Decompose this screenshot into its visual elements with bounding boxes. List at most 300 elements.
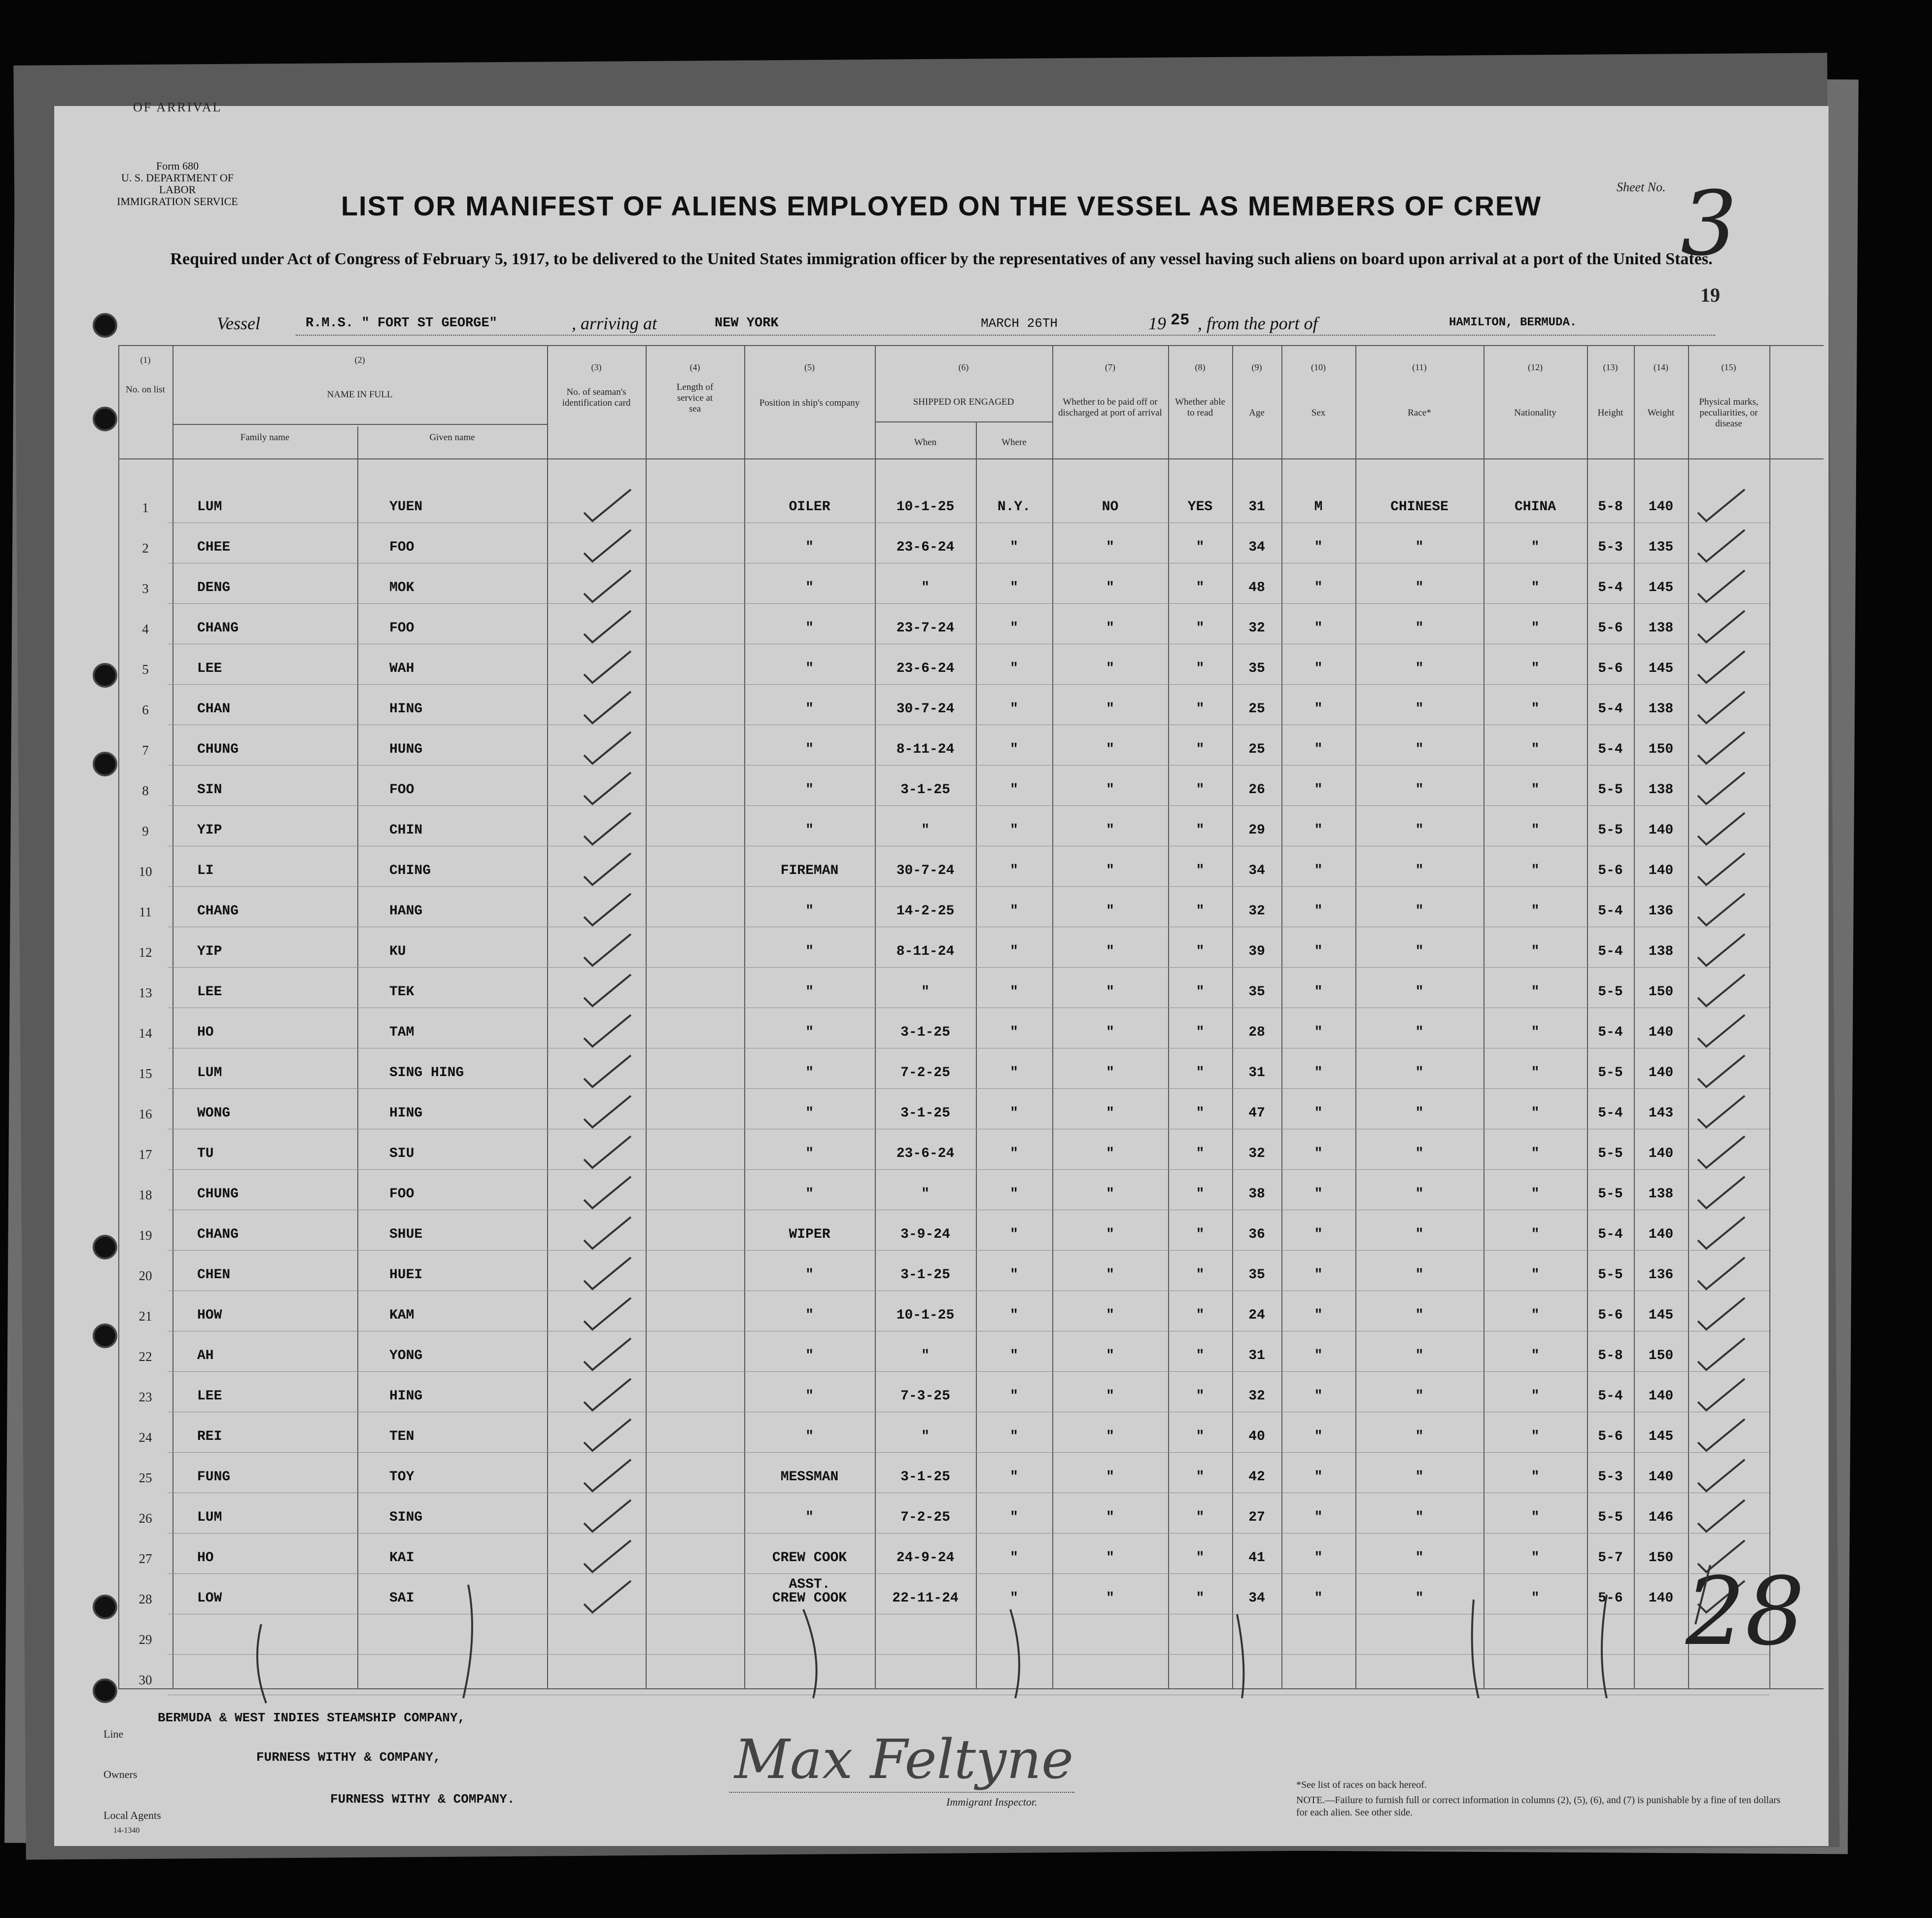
race-cell: ": [1415, 1106, 1424, 1121]
year-prefix: 19: [1700, 284, 1720, 306]
shipped-where-cell: ": [1010, 1591, 1018, 1606]
shipped-where-cell: ": [1010, 1469, 1018, 1485]
sex-cell: M: [1314, 499, 1323, 515]
col8-num: (8): [1195, 362, 1206, 372]
row-number: 11: [139, 905, 152, 919]
col15-header: Physical marks, peculiarities, or disease: [1699, 397, 1759, 429]
col12-num: (12): [1528, 362, 1543, 372]
race-cell: ": [1415, 1025, 1424, 1040]
given-name-cell: FOO: [389, 621, 414, 636]
family-name-cell: LEE: [197, 661, 222, 676]
able-to-read-cell: ": [1196, 1106, 1205, 1121]
handwritten-total: 28: [1686, 1557, 1805, 1666]
shipped-when-cell: 3-1-25: [900, 1469, 950, 1485]
family-name-cell: CHUNG: [197, 742, 239, 757]
arriving-port: NEW YORK: [715, 316, 779, 331]
able-to-read-cell: ": [1196, 984, 1205, 1000]
given-name-cell: KAI: [389, 1550, 414, 1566]
paid-off-cell: ": [1106, 1106, 1114, 1121]
row-number: 18: [138, 1187, 152, 1202]
col4-header: Length of service at sea: [676, 382, 714, 414]
shipped-when-cell: 3-9-24: [900, 1227, 950, 1242]
height-cell: 5-4: [1598, 904, 1623, 919]
col10-header: Sex: [1311, 408, 1326, 418]
paid-off-cell: ": [1106, 580, 1114, 595]
nationality-cell: ": [1531, 1308, 1540, 1323]
shipped-when-cell: 30-7-24: [896, 701, 955, 717]
age-cell: 28: [1248, 1025, 1265, 1040]
height-cell: 5-6: [1598, 1429, 1623, 1444]
height-cell: 5-8: [1598, 499, 1623, 515]
paid-off-cell: ": [1106, 904, 1114, 919]
sex-cell: ": [1314, 1267, 1323, 1283]
form-number: Form 680: [156, 160, 199, 172]
given-name-cell: WAH: [389, 661, 414, 676]
age-cell: 42: [1248, 1469, 1265, 1485]
race-cell: ": [1415, 944, 1424, 959]
paid-off-cell: ": [1106, 1308, 1114, 1323]
shipped-where-cell: ": [1010, 984, 1018, 1000]
sex-cell: ": [1314, 621, 1323, 636]
nationality-cell: ": [1531, 621, 1540, 636]
form-code: 14-1340: [113, 1826, 140, 1835]
nationality-cell: ": [1531, 742, 1540, 757]
col4-num: (4): [690, 362, 700, 372]
family-name-cell: LUM: [197, 499, 222, 515]
race-cell: ": [1415, 1308, 1424, 1323]
shipped-when-cell: 7-2-25: [900, 1065, 950, 1081]
given-name-cell: FOO: [389, 1186, 414, 1202]
nationality-cell: ": [1531, 1469, 1540, 1485]
position-cell: ": [805, 1146, 814, 1161]
row-number: 14: [138, 1026, 152, 1041]
weight-cell: 138: [1648, 1186, 1674, 1202]
row-number: 17: [138, 1147, 152, 1162]
race-cell: ": [1415, 1591, 1424, 1606]
row-number: 27: [138, 1551, 152, 1566]
nationality-cell: ": [1531, 1106, 1540, 1121]
weight-cell: 140: [1648, 499, 1674, 515]
nationality-cell: ": [1531, 540, 1540, 555]
shipped-where-cell: ": [1010, 540, 1018, 555]
col2-num: (2): [354, 355, 365, 365]
race-cell: ": [1415, 540, 1424, 555]
able-to-read-cell: ": [1196, 1469, 1205, 1485]
shipped-when-cell: 14-2-25: [896, 904, 955, 919]
given-name-cell: SIU: [389, 1146, 414, 1161]
family-name-cell: HOW: [197, 1308, 222, 1323]
sex-cell: ": [1314, 1348, 1323, 1363]
age-cell: 31: [1248, 499, 1265, 515]
sheet-label: Sheet No.: [1617, 180, 1666, 194]
age-cell: 25: [1248, 701, 1265, 717]
age-cell: 34: [1248, 863, 1265, 878]
weight-cell: 145: [1648, 1429, 1674, 1444]
height-cell: 5-6: [1598, 863, 1623, 878]
col6-header: SHIPPED OR ENGAGED: [913, 397, 1014, 407]
shipped-where-cell: ": [1010, 742, 1018, 757]
position-cell: CREW COOK: [772, 1550, 847, 1566]
age-cell: 32: [1248, 904, 1265, 919]
position-cell: ": [805, 1267, 814, 1283]
age-cell: 35: [1248, 1267, 1265, 1283]
col9-num: (9): [1251, 362, 1262, 372]
family-name-cell: YIP: [197, 944, 222, 959]
position-cell: ": [805, 1389, 814, 1404]
sex-cell: ": [1314, 1591, 1323, 1606]
race-cell: ": [1415, 782, 1424, 798]
sex-cell: ": [1314, 863, 1323, 878]
paid-off-cell: ": [1106, 1267, 1114, 1283]
given-name-cell: CHING: [389, 863, 431, 878]
race-cell: CHINESE: [1390, 499, 1449, 515]
shipped-where-cell: ": [1010, 1550, 1018, 1566]
department-name: U. S. DEPARTMENT OF LABOR: [121, 172, 234, 196]
top-strip-text: OF ARRIVAL: [133, 100, 222, 114]
col14-header: Weight: [1647, 408, 1675, 418]
shipped-when-cell: 3-1-25: [900, 1106, 950, 1121]
able-to-read-cell: ": [1196, 621, 1205, 636]
height-cell: 5-5: [1598, 1146, 1623, 1161]
penalty-note: NOTE.—Failure to furnish full or correct information in columns (2), (5), (6), and (7) is punishable by a fine of ten dollars for each alien. See other side.: [1296, 1795, 1781, 1818]
row-number: 4: [142, 622, 149, 636]
nationality-cell: ": [1531, 904, 1540, 919]
row-number: 12: [138, 945, 152, 960]
family-name-cell: DENG: [197, 580, 231, 595]
col7-num: (7): [1105, 362, 1115, 372]
col5-header: Position in ship's company: [759, 398, 860, 408]
shipped-where-cell: ": [1010, 944, 1018, 959]
races-note: *See list of races on back hereof.: [1296, 1779, 1427, 1790]
arriving-label: , arriving at: [572, 314, 657, 333]
nationality-cell: ": [1531, 1227, 1540, 1242]
family-name-cell: CHANG: [197, 904, 239, 919]
able-to-read-cell: ": [1196, 1267, 1205, 1283]
row-number: 16: [138, 1107, 152, 1121]
able-to-read-cell: ": [1196, 782, 1205, 798]
shipped-when-cell: 7-2-25: [900, 1510, 950, 1525]
row-number: 23: [138, 1390, 152, 1404]
signature-line: [729, 1792, 1074, 1793]
sex-cell: ": [1314, 1227, 1323, 1242]
row-number: 28: [138, 1592, 152, 1606]
col8-header: Whether able to read: [1175, 397, 1225, 418]
height-cell: 5-5: [1598, 1267, 1623, 1283]
age-cell: 47: [1248, 1106, 1265, 1121]
age-cell: 26: [1248, 782, 1265, 798]
given-name-cell: YONG: [389, 1348, 423, 1363]
given-name-header: Given name: [429, 432, 475, 443]
nationality-cell: ": [1531, 1550, 1540, 1566]
family-name-cell: REI: [197, 1429, 222, 1444]
height-cell: 5-5: [1598, 1065, 1623, 1081]
height-cell: 5-4: [1598, 1106, 1623, 1121]
paid-off-cell: ": [1106, 1186, 1114, 1202]
shipped-when-cell: 3-1-25: [900, 1025, 950, 1040]
col1-num: (1): [140, 355, 151, 365]
paid-off-cell: NO: [1102, 499, 1119, 515]
col2-header: NAME IN FULL: [327, 389, 393, 400]
able-to-read-cell: ": [1196, 1227, 1205, 1242]
race-cell: ": [1415, 1429, 1424, 1444]
row-number: 3: [142, 581, 149, 596]
age-cell: 29: [1248, 823, 1265, 838]
sex-cell: ": [1314, 823, 1323, 838]
nationality-cell: ": [1531, 1429, 1540, 1444]
shipped-when-cell: 23-6-24: [896, 1146, 955, 1161]
height-cell: 5-5: [1598, 823, 1623, 838]
weight-cell: 140: [1648, 823, 1674, 838]
paid-off-cell: ": [1106, 1348, 1114, 1363]
able-to-read-cell: ": [1196, 1389, 1205, 1404]
shipped-when-cell: ": [921, 1186, 930, 1202]
sex-cell: ": [1314, 1025, 1323, 1040]
age-cell: 27: [1248, 1510, 1265, 1525]
col3-header: No. of seaman's identification card: [562, 387, 631, 408]
family-name-cell: CHEN: [197, 1267, 231, 1283]
line-label: Line: [104, 1728, 124, 1740]
row-number: 24: [138, 1430, 152, 1445]
age-cell: 32: [1248, 1146, 1265, 1161]
race-cell: ": [1415, 1186, 1424, 1202]
col11-header: Race*: [1408, 408, 1431, 418]
weight-cell: 140: [1648, 1389, 1674, 1404]
shipped-when-cell: 7-3-25: [900, 1389, 950, 1404]
nationality-cell: ": [1531, 661, 1540, 676]
shipped-when-cell: 23-7-24: [896, 621, 955, 636]
able-to-read-cell: ": [1196, 944, 1205, 959]
race-cell: ": [1415, 1267, 1424, 1283]
paid-off-cell: ": [1106, 1469, 1114, 1485]
given-name-cell: TAM: [389, 1025, 414, 1040]
position-cell: ": [805, 823, 814, 838]
given-name-cell: TEK: [389, 984, 414, 1000]
height-cell: 5-3: [1598, 540, 1623, 555]
row-number: 7: [142, 743, 149, 758]
age-cell: 34: [1248, 540, 1265, 555]
weight-cell: 150: [1648, 742, 1674, 757]
row-number: 30: [138, 1673, 152, 1687]
able-to-read-cell: ": [1196, 1308, 1205, 1323]
nationality-cell: ": [1531, 782, 1540, 798]
family-name-cell: HO: [197, 1025, 214, 1040]
family-name-cell: HO: [197, 1550, 214, 1566]
position-cell: ": [805, 540, 814, 555]
row-number: 1: [142, 500, 149, 515]
age-cell: 25: [1248, 742, 1265, 757]
shipped-where-cell: ": [1010, 1186, 1018, 1202]
shipped-where-cell: ": [1010, 1429, 1018, 1444]
sex-cell: ": [1314, 984, 1323, 1000]
family-name-cell: LUM: [197, 1510, 222, 1525]
height-cell: 5-4: [1598, 1025, 1623, 1040]
weight-cell: 145: [1648, 661, 1674, 676]
inspector-signature: Max Feltyne: [734, 1728, 1074, 1791]
paid-off-cell: ": [1106, 782, 1114, 798]
position-cell: ": [805, 1308, 814, 1323]
row-number: 19: [138, 1228, 152, 1243]
paid-off-cell: ": [1106, 621, 1114, 636]
height-cell: 5-4: [1598, 580, 1623, 595]
paid-off-cell: ": [1106, 823, 1114, 838]
given-name-cell: CHIN: [389, 823, 423, 838]
race-cell: ": [1415, 823, 1424, 838]
sex-cell: ": [1314, 1308, 1323, 1323]
given-name-cell: HING: [389, 701, 423, 717]
weight-cell: 140: [1648, 1146, 1674, 1161]
family-name-cell: FUNG: [197, 1469, 231, 1485]
nationality-cell: ": [1531, 1389, 1540, 1404]
family-name-cell: YIP: [197, 823, 222, 838]
year-suffix: 25: [1171, 311, 1190, 329]
position-cell: CREW COOK: [772, 1591, 847, 1606]
able-to-read-cell: ": [1196, 863, 1205, 878]
pencil-marks: [54, 106, 1828, 1846]
position-cell: ": [805, 1065, 814, 1081]
paid-off-cell: ": [1106, 1429, 1114, 1444]
weight-cell: 136: [1648, 1267, 1674, 1283]
given-name-cell: KAM: [389, 1308, 414, 1323]
nationality-cell: ": [1531, 1186, 1540, 1202]
row-number: 29: [138, 1632, 152, 1647]
paid-off-cell: ": [1106, 1510, 1114, 1525]
nationality-cell: ": [1531, 1591, 1540, 1606]
inspector-label: Immigrant Inspector.: [946, 1796, 1037, 1808]
paid-off-cell: ": [1106, 540, 1114, 555]
shipped-where-cell: ": [1010, 1348, 1018, 1363]
weight-cell: 140: [1648, 1227, 1674, 1242]
vessel-name: R.M.S. " FORT ST GEORGE": [306, 316, 497, 331]
position-cell: ": [805, 621, 814, 636]
able-to-read-cell: ": [1196, 1429, 1205, 1444]
age-cell: 35: [1248, 984, 1265, 1000]
owners-label: Owners: [104, 1768, 138, 1780]
vessel-label: Vessel: [217, 314, 260, 333]
position-cell: MESSMAN: [780, 1469, 839, 1485]
given-name-cell: TOY: [389, 1469, 414, 1485]
able-to-read-cell: ": [1196, 1065, 1205, 1081]
paid-off-cell: ": [1106, 1065, 1114, 1081]
row-number: 22: [138, 1349, 152, 1364]
where-header: Where: [1001, 437, 1027, 448]
sex-cell: ": [1314, 701, 1323, 717]
age-cell: 39: [1248, 944, 1265, 959]
paid-off-cell: ": [1106, 1146, 1114, 1161]
shipped-where-cell: ": [1010, 1308, 1018, 1323]
shipped-where-cell: ": [1010, 1146, 1018, 1161]
weight-cell: 136: [1648, 904, 1674, 919]
col12-header: Nationality: [1514, 408, 1556, 418]
race-cell: ": [1415, 904, 1424, 919]
able-to-read-cell: ": [1196, 1186, 1205, 1202]
nationality-cell: ": [1531, 701, 1540, 717]
year-prefix: 19: [1148, 314, 1166, 333]
family-name-cell: AH: [197, 1348, 214, 1363]
shipped-when-cell: 10-1-25: [896, 499, 955, 515]
col7-header: Whether to be paid off or discharged at port of arrival: [1058, 397, 1162, 418]
departure-port: HAMILTON, BERMUDA.: [1449, 316, 1577, 329]
weight-cell: 145: [1648, 1308, 1674, 1323]
able-to-read-cell: ": [1196, 1510, 1205, 1525]
col13-header: Height: [1597, 408, 1623, 418]
from-label: , from the port of: [1198, 314, 1318, 333]
paid-off-cell: ": [1106, 1025, 1114, 1040]
age-cell: 31: [1248, 1348, 1265, 1363]
row-number: 20: [138, 1268, 152, 1283]
position-cell: ": [805, 1348, 814, 1363]
manifest-page: [54, 100, 1828, 1846]
col14-num: (14): [1654, 362, 1668, 372]
nationality-cell: ": [1531, 1267, 1540, 1283]
weight-cell: 140: [1648, 1025, 1674, 1040]
race-cell: ": [1415, 1510, 1424, 1525]
weight-cell: 143: [1648, 1106, 1674, 1121]
page-subtitle: Required under Act of Congress of February 5, 1917, to be delivered to the United States immigration officer by the representatives of any vessel having such aliens on board upon arrival at a port of the United States.: [170, 250, 1713, 268]
family-name-cell: CHANG: [197, 621, 239, 636]
race-cell: ": [1415, 580, 1424, 595]
shipped-where-cell: ": [1010, 1227, 1018, 1242]
line-company: BERMUDA & WEST INDIES STEAMSHIP COMPANY,: [158, 1710, 466, 1725]
shipped-when-cell: 22-11-24: [892, 1591, 959, 1606]
height-cell: 5-3: [1598, 1469, 1623, 1485]
paid-off-cell: ": [1106, 1550, 1114, 1566]
paid-off-cell: ": [1106, 1227, 1114, 1242]
sex-cell: ": [1314, 1186, 1323, 1202]
sheet-number: 3: [1681, 173, 1737, 276]
race-cell: ": [1415, 621, 1424, 636]
shipped-when-cell: ": [921, 984, 930, 1000]
position-cell: ": [805, 1510, 814, 1525]
age-cell: 48: [1248, 580, 1265, 595]
able-to-read-cell: ": [1196, 1025, 1205, 1040]
row-number: 8: [142, 783, 149, 798]
nationality-cell: ": [1531, 1065, 1540, 1081]
shipped-where-cell: N.Y.: [997, 499, 1031, 515]
family-name-cell: LUM: [197, 1065, 222, 1081]
able-to-read-cell: ": [1196, 904, 1205, 919]
given-name-cell: YUEN: [389, 499, 423, 515]
shipped-where-cell: ": [1010, 782, 1018, 798]
weight-cell: 138: [1648, 782, 1674, 798]
col13-num: (13): [1603, 362, 1618, 372]
shipped-where-cell: ": [1010, 1106, 1018, 1121]
race-cell: ": [1415, 1065, 1424, 1081]
weight-cell: 140: [1648, 1591, 1674, 1606]
weight-cell: 140: [1648, 863, 1674, 878]
family-name-cell: CHEE: [197, 540, 231, 555]
given-name-cell: HUEI: [389, 1267, 423, 1283]
age-cell: 34: [1248, 1591, 1265, 1606]
height-cell: 5-6: [1598, 1591, 1623, 1606]
nationality-cell: ": [1531, 984, 1540, 1000]
weight-cell: 138: [1648, 621, 1674, 636]
paid-off-cell: ": [1106, 742, 1114, 757]
race-cell: ": [1415, 1227, 1424, 1242]
family-name-cell: LI: [197, 863, 214, 878]
sex-cell: ": [1314, 904, 1323, 919]
given-name-cell: SING: [389, 1510, 423, 1525]
shipped-when-cell: ": [921, 823, 930, 838]
height-cell: 5-4: [1598, 944, 1623, 959]
able-to-read-cell: ": [1196, 1146, 1205, 1161]
family-name-cell: WONG: [197, 1106, 231, 1121]
sex-cell: ": [1314, 944, 1323, 959]
sex-cell: ": [1314, 1510, 1323, 1525]
paid-off-cell: ": [1106, 701, 1114, 717]
able-to-read-cell: ": [1196, 823, 1205, 838]
weight-cell: 140: [1648, 1469, 1674, 1485]
height-cell: 5-5: [1598, 1186, 1623, 1202]
